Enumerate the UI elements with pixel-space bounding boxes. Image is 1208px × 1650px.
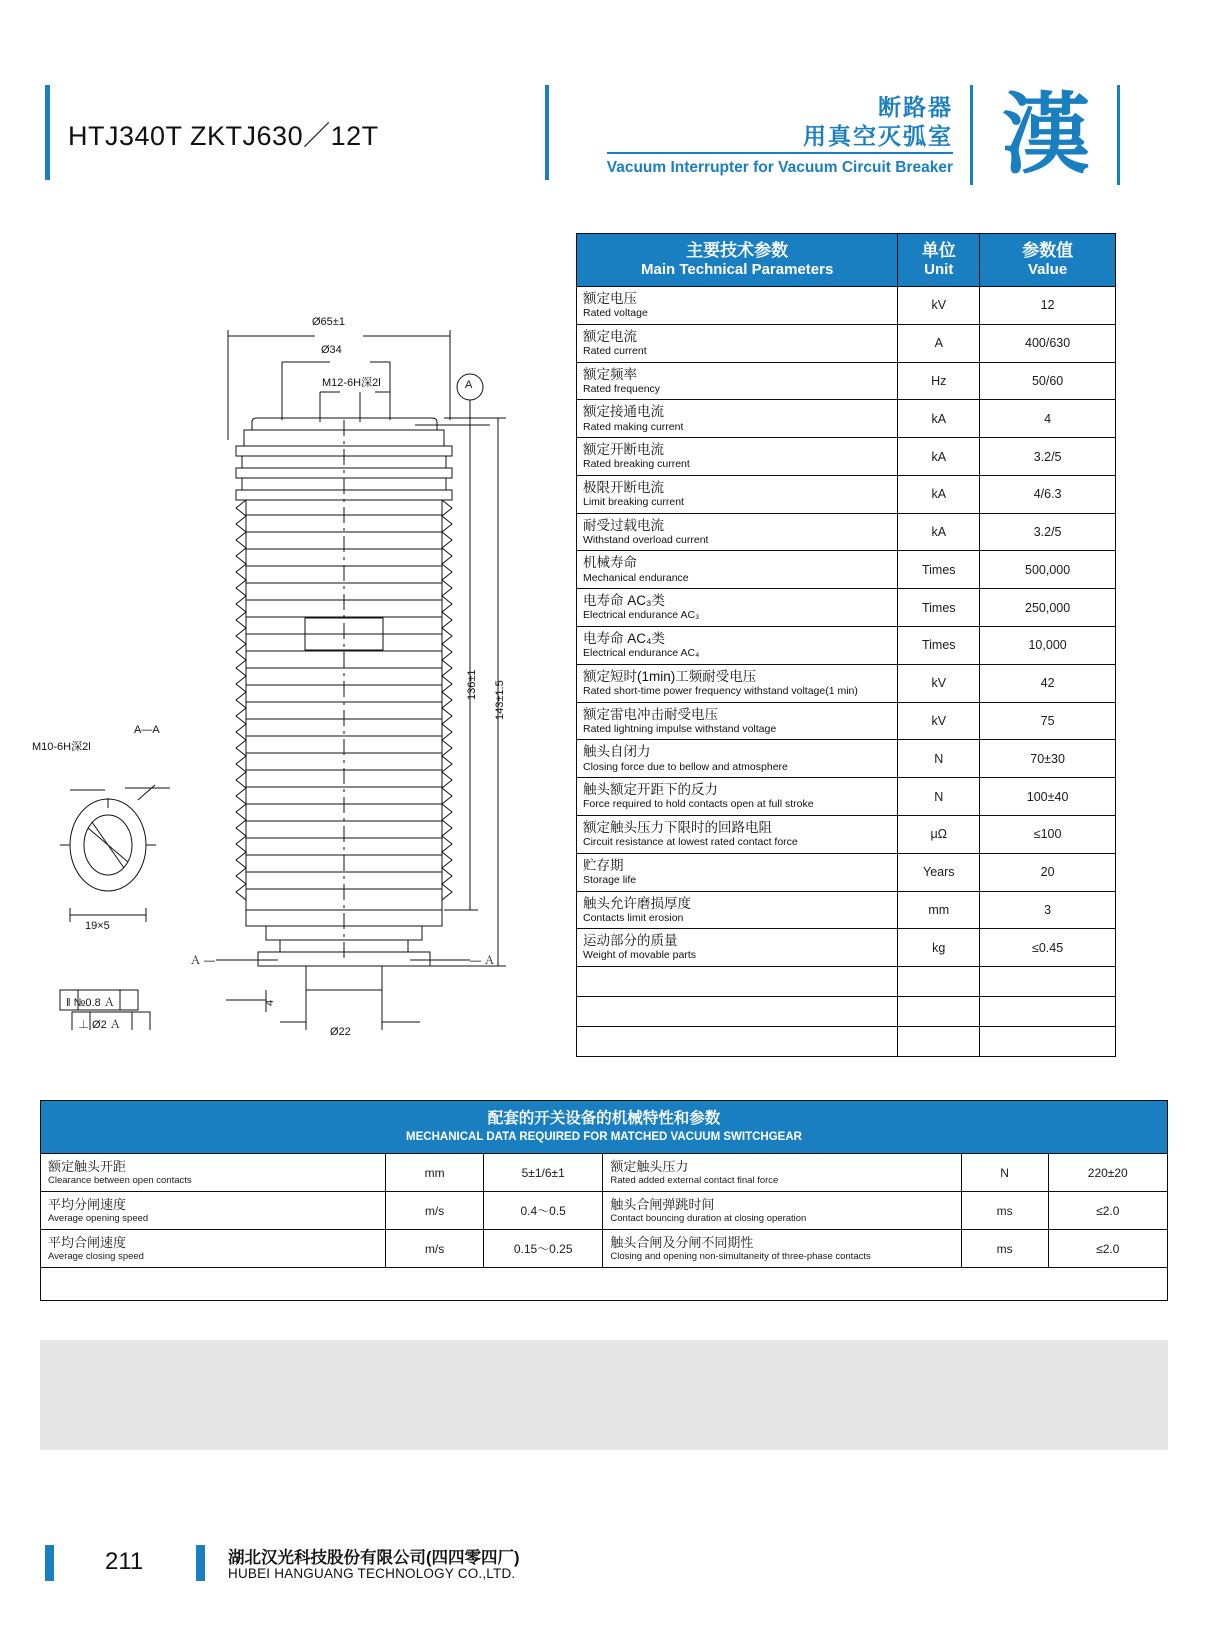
header-title-cn-line2: 用真空灭弧室: [803, 122, 953, 149]
dim-h136: 136±1: [466, 669, 478, 700]
unit-cell: kV: [898, 702, 980, 740]
logo-glyph-icon: 漢: [1001, 83, 1090, 186]
page-title: HTJ340T ZKTJ630／12T: [68, 121, 379, 151]
param-en: Electrical endurance AC₄: [583, 647, 700, 660]
param-cn: 额定频率: [583, 366, 637, 382]
param-cell: [577, 551, 898, 589]
param-en: Force required to hold contacts open at full stroke: [583, 798, 814, 811]
mech-value-right: ≤2.0: [1048, 1230, 1167, 1268]
mechanical-table-body: [41, 1154, 1168, 1301]
param-cell: [577, 702, 898, 740]
dim-thread-top: M12-6H深2l: [322, 377, 381, 389]
unit-cell: N: [898, 778, 980, 816]
table-row-empty: [41, 1268, 1168, 1301]
mech-label-right: [603, 1192, 961, 1230]
value-cell: 100±40: [980, 778, 1116, 816]
param-en: Electrical endurance AC₃: [583, 609, 700, 622]
param-cn: 电寿命 AC₃类: [583, 593, 666, 609]
dim-h143: 143±1.5: [494, 680, 506, 720]
mech-label-left: [41, 1230, 386, 1268]
param-cell: [577, 475, 898, 513]
unit-cell-empty: [898, 1027, 980, 1057]
header-unit-cn: 单位: [921, 241, 956, 260]
param-en: Rated voltage: [583, 307, 648, 320]
dim-d34: Ø34: [321, 344, 342, 356]
dim-key-19x5: 19×5: [85, 920, 110, 932]
unit-cell: kA: [898, 438, 980, 476]
table-header-row: [577, 234, 1116, 287]
value-cell: 250,000: [980, 589, 1116, 627]
param-cn: 额定电流: [583, 328, 637, 344]
mech-unit-right: N: [961, 1154, 1048, 1192]
footer-accent-bar-right: [196, 1545, 205, 1581]
header-parameters-en: Main Technical Parameters: [641, 261, 834, 279]
dim-small-4: 4: [264, 999, 276, 1006]
value-cell: 20: [980, 853, 1116, 891]
mech-label-right-cn: 触头合闸弹跳时间: [610, 1197, 715, 1213]
param-cn: 触头额定开距下的反力: [583, 782, 718, 798]
header-cell-parameters: [577, 234, 898, 287]
param-cell-empty: [577, 997, 898, 1027]
table-row: [577, 815, 1116, 853]
mechanical-header-cn: 配套的开关设备的机械特性和参数: [487, 1110, 721, 1127]
header-unit-en: Unit: [924, 261, 954, 279]
param-cell: [577, 891, 898, 929]
value-cell: 3.2/5: [980, 513, 1116, 551]
table-row: [577, 513, 1116, 551]
unit-cell: kV: [898, 664, 980, 702]
param-en: Rated short-time power frequency withstand voltage(1 min): [583, 685, 858, 697]
unit-cell: kA: [898, 475, 980, 513]
header-parameters-cn: 主要技术参数: [686, 241, 789, 260]
mech-value-right: ≤2.0: [1048, 1192, 1167, 1230]
param-en: Limit breaking current: [583, 496, 684, 509]
main-table-body: [577, 287, 1116, 1057]
param-cn: 触头自闭力: [583, 744, 651, 760]
unit-cell-empty: [898, 967, 980, 997]
table-row: [577, 362, 1116, 400]
unit-cell: Hz: [898, 362, 980, 400]
mech-label-right-cn: 额定触头压力: [610, 1159, 689, 1175]
param-cn: 额定触头压力下限时的回路电阻: [583, 819, 772, 835]
company-name-en: HUBEI HANGUANG TECHNOLOGY CO.,LTD.: [228, 1566, 516, 1581]
unit-cell: kA: [898, 400, 980, 438]
param-cell: [577, 929, 898, 967]
table-row: [577, 740, 1116, 778]
main-technical-parameters-table: [576, 233, 1116, 1057]
dim-d65: Ø65±1: [312, 316, 345, 328]
param-cn: 额定接通电流: [583, 404, 664, 420]
unit-cell-empty: [898, 997, 980, 1027]
unit-cell: μΩ: [898, 815, 980, 853]
param-en: Circuit resistance at lowest rated contact force: [583, 836, 798, 849]
mech-label-left: [41, 1154, 386, 1192]
value-cell: 42: [980, 664, 1116, 702]
table-row: [577, 324, 1116, 362]
param-cn: 机械寿命: [583, 555, 637, 571]
mech-unit-right: ms: [961, 1230, 1048, 1268]
header-cell-value: [980, 234, 1116, 287]
param-en: Rated breaking current: [583, 458, 690, 471]
mech-label-left-cn: 额定触头开距: [48, 1159, 127, 1175]
value-cell: 3: [980, 891, 1116, 929]
mech-label-left: [41, 1192, 386, 1230]
page-footer: [0, 1540, 1208, 1600]
header-accent-bar: [545, 85, 549, 180]
param-cell: [577, 815, 898, 853]
mech-unit-right: ms: [961, 1192, 1048, 1230]
param-cn: 耐受过载电流: [583, 517, 664, 533]
unit-cell: kV: [898, 287, 980, 325]
value-cell: 12: [980, 287, 1116, 325]
mechanical-header-en: MECHANICAL DATA REQUIRED FOR MATCHED VACUUM SWITCHGEAR: [406, 1130, 802, 1143]
param-cell-empty: [577, 1027, 898, 1057]
param-cell: [577, 287, 898, 325]
param-cn: 额定开断电流: [583, 442, 664, 458]
mech-label-right-en: Closing and opening non-simultaneity of three-phase contacts: [610, 1251, 871, 1263]
table-row-empty: [577, 967, 1116, 997]
footer-accent-bar-left: [45, 1545, 54, 1581]
param-cell: [577, 400, 898, 438]
mech-unit-left: m/s: [386, 1192, 484, 1230]
company-name-cn: 湖北汉光科技股份有限公司(四四零四厂): [228, 1549, 520, 1567]
mechanical-data-table: [40, 1100, 1168, 1301]
dim-thread-side: M10-6H深2l: [32, 741, 91, 753]
grey-placeholder-panel: [40, 1340, 1168, 1450]
dim-d22: Ø22: [330, 1026, 351, 1038]
dim-section-right: — Ａ: [470, 955, 496, 967]
param-cell: [577, 740, 898, 778]
table-row: [577, 287, 1116, 325]
value-cell: ≤100: [980, 815, 1116, 853]
param-en: Weight of movable parts: [583, 949, 697, 962]
table-row-empty: [577, 997, 1116, 1027]
header-cell-unit: [898, 234, 980, 287]
param-cn: 运动部分的质量: [583, 933, 678, 949]
value-cell: 10,000: [980, 627, 1116, 665]
header-right-block: [545, 85, 1165, 190]
table-row: [577, 438, 1116, 476]
param-cn: 触头允许磨损厚度: [583, 895, 691, 911]
value-cell: ≤0.45: [980, 929, 1116, 967]
table-row: [577, 853, 1116, 891]
table-row: [577, 664, 1116, 702]
value-cell: 70±30: [980, 740, 1116, 778]
table-row: [577, 929, 1116, 967]
mechanical-table-header: [41, 1101, 1168, 1154]
value-cell: 50/60: [980, 362, 1116, 400]
mech-label-left-en: Clearance between open contacts: [48, 1175, 192, 1187]
param-cell: [577, 778, 898, 816]
mech-label-right: [603, 1154, 961, 1192]
value-cell: 400/630: [980, 324, 1116, 362]
param-cn: 极限开断电流: [583, 479, 664, 495]
value-cell: 4: [980, 400, 1116, 438]
table-row: [577, 551, 1116, 589]
param-cell: [577, 853, 898, 891]
mech-label-left-en: Average opening speed: [48, 1213, 149, 1225]
dim-section-label: A—A: [134, 724, 160, 736]
unit-cell: mm: [898, 891, 980, 929]
param-en: Mechanical endurance: [583, 571, 689, 584]
mech-value-left: 0.15～0.25: [483, 1230, 602, 1268]
header-title-en: Vacuum Interrupter for Vacuum Circuit Breaker: [607, 152, 953, 179]
mech-value-right: 220±20: [1048, 1154, 1167, 1192]
param-cell: [577, 627, 898, 665]
header-title-group: [607, 93, 953, 179]
value-cell-empty: [980, 1027, 1116, 1057]
param-en: Rated lightning impulse withstand voltage: [583, 722, 777, 735]
dim-section-left: Ａ —: [190, 955, 216, 967]
param-cell: [577, 513, 898, 551]
dim-tol-parallel: ‖ №0.8 Ａ: [66, 997, 115, 1009]
param-cn: 额定电压: [583, 291, 637, 306]
table-row: [577, 891, 1116, 929]
unit-cell: Times: [898, 551, 980, 589]
mech-value-left: 0.4～0.5: [483, 1192, 602, 1230]
table-row-empty: [577, 1027, 1116, 1057]
unit-cell: Times: [898, 627, 980, 665]
param-cn: 额定雷电冲击耐受电压: [583, 706, 718, 722]
technical-drawing: [30, 300, 560, 1038]
unit-cell: Times: [898, 589, 980, 627]
param-cell: [577, 664, 898, 702]
param-cn: 电寿命 AC₄类: [583, 631, 666, 647]
param-cell: [577, 438, 898, 476]
param-en: Closing force due to bellow and atmosphere: [583, 760, 788, 773]
param-en: Rated making current: [583, 420, 684, 433]
unit-cell: kg: [898, 929, 980, 967]
page-header: [0, 70, 1208, 200]
value-cell: 500,000: [980, 551, 1116, 589]
unit-cell: A: [898, 324, 980, 362]
param-en: Rated frequency: [583, 382, 661, 395]
value-cell-empty: [980, 997, 1116, 1027]
table-row: [41, 1192, 1168, 1230]
logo-left-bar: [970, 85, 973, 185]
mech-label-left-cn: 平均合闸速度: [48, 1235, 127, 1251]
param-en: Withstand overload current: [583, 533, 709, 546]
value-cell: 4/6.3: [980, 475, 1116, 513]
param-cn: 贮存期: [583, 857, 624, 873]
unit-cell: Years: [898, 853, 980, 891]
param-en: Contacts limit erosion: [583, 911, 684, 924]
param-cell: [577, 589, 898, 627]
mech-label-left-en: Average closing speed: [48, 1251, 144, 1263]
dim-callout-a: A: [465, 379, 473, 391]
param-en: Storage life: [583, 873, 637, 886]
mech-unit-left: mm: [386, 1154, 484, 1192]
param-cell-empty: [577, 967, 898, 997]
unit-cell: N: [898, 740, 980, 778]
page-number: 211: [105, 1548, 144, 1575]
header-title-cn-line1: 断路器: [878, 94, 953, 120]
mech-label-right-en: Rated added external contact final force: [610, 1175, 779, 1187]
mechanical-header-cell: [41, 1101, 1168, 1154]
mech-label-right-en: Contact bouncing duration at closing operation: [610, 1213, 807, 1225]
dim-tol-perp: ⊥ Ø2 Ａ: [78, 1019, 121, 1031]
table-row: [577, 589, 1116, 627]
table-row: [577, 475, 1116, 513]
mech-label-right: [603, 1230, 961, 1268]
table-row: [577, 778, 1116, 816]
mech-empty-cell: [41, 1268, 1168, 1301]
mech-value-left: 5±1/6±1: [483, 1154, 602, 1192]
table-row: [577, 400, 1116, 438]
brand-logo: [970, 85, 1120, 185]
param-en: Rated current: [583, 344, 647, 357]
param-cell: [577, 324, 898, 362]
value-cell: 3.2/5: [980, 438, 1116, 476]
value-cell: 75: [980, 702, 1116, 740]
table-row: [577, 702, 1116, 740]
param-cn: 额定短时(1min)工频耐受电压: [583, 668, 757, 684]
table-row: [577, 627, 1116, 665]
mech-label-right-cn: 触头合闸及分闸不同期性: [610, 1235, 754, 1251]
unit-cell: kA: [898, 513, 980, 551]
title-accent-bar: [45, 85, 50, 180]
param-cell: [577, 362, 898, 400]
mech-unit-left: m/s: [386, 1230, 484, 1268]
header-value-en: Value: [1028, 261, 1068, 279]
header-value-cn: 参数值: [1022, 241, 1074, 260]
value-cell-empty: [980, 967, 1116, 997]
mech-label-left-cn: 平均分闸速度: [48, 1197, 127, 1213]
table-row: [41, 1154, 1168, 1192]
logo-right-bar: [1117, 85, 1120, 185]
table-row: [41, 1230, 1168, 1268]
